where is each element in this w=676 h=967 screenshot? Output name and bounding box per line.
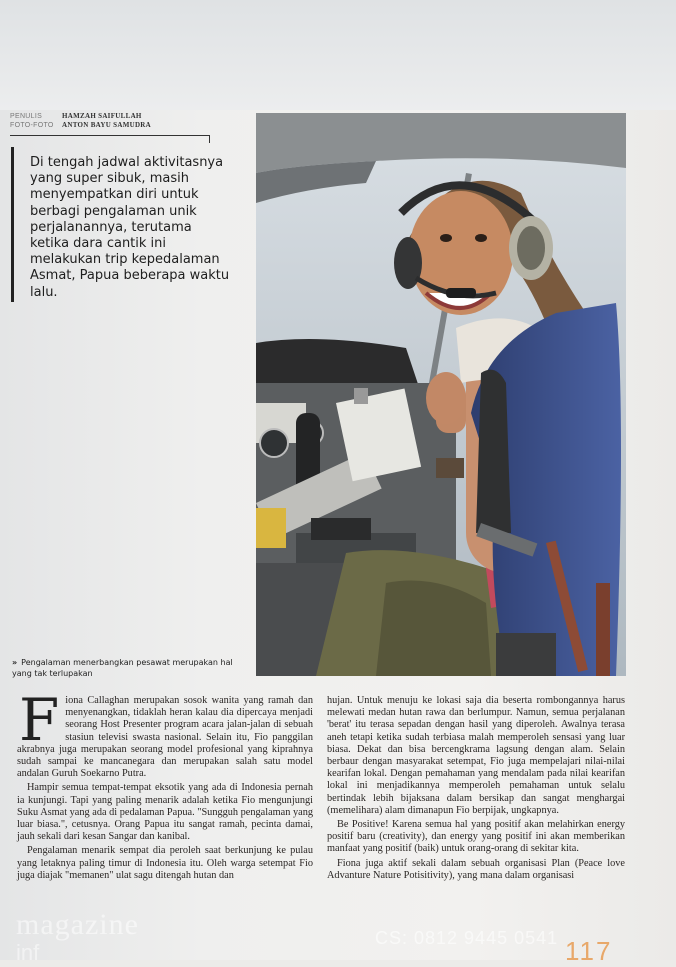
credits — [10, 112, 151, 130]
intro-text: Di tengah jadwal aktivitasnya yang super sibuk, masih menyempatkan diri untuk berbagi pengalaman unik perjalanannya, terutama ketika dara cantik ini melakukan trip kepedalaman Asmat, Papua beberapa waktu lalu. — [30, 155, 230, 300]
caption-arrow-icon: » — [12, 658, 18, 667]
customer-service-phone: CS: 0812 9445 0541 — [375, 928, 559, 948]
article-paragraph: hujan. Untuk menuju ke lokasi saja dia beserta rombongannya harus melewati medan hutan rawa dan berlumpur. Namun, semua perjalanan 'berat' itu terasa sepadan dengan hasil yang diperoleh. Awalnya terasa aneh tetapi ketika sudah terbiasa malah memperoleh sensasi yang luar biasa. Dekat dan bisa bercengkrama lagsung dengan alam. Selain berbaur dengan masyarakat setempat, Fio juga mempelajari nilai-nilai kearifan lokal. Dengan pemahaman yang mendalam pada nilai kearifan lokal ini menjadikannya memperoleh pemahaman untuk selalu bertindak lebih bijaksana dalam bersikap dan sangat menghargai (memelihara) alam dimanapun Fio berpijak, ungkapnya. — [327, 695, 625, 816]
photographer-name: ANTON BAYU SAMUDRA — [62, 121, 152, 129]
page-number: 117 — [565, 936, 613, 966]
article-paragraph — [17, 686, 313, 780]
article-column-left — [17, 686, 313, 884]
credits-divider-tick — [209, 135, 210, 143]
cockpit-photo — [256, 113, 626, 676]
photo-caption — [12, 657, 242, 679]
article-column-right — [327, 695, 625, 884]
magazine-watermark: magazine — [16, 908, 139, 941]
caption-text: Pengalaman menerbangkan pesawat merupakan hal yang tak terlupakan — [12, 658, 233, 678]
intro-accent-bar — [11, 147, 14, 302]
top-background — [0, 0, 676, 110]
magazine-watermark-sub: inf — [16, 940, 40, 965]
cockpit-illustration — [256, 113, 626, 676]
writer-name: HAMZAH SAIFULLAH — [62, 112, 142, 120]
writer-label: PENULIS — [10, 113, 43, 120]
credits-divider — [10, 135, 210, 136]
article-paragraph: Pengalaman menarik sempat dia peroleh saat berkunjung ke pulau yang letaknya paling timur di Indonesia itu. Oleh warga setempat Fio juga diajak "memanen" ulat sagu ditengah hutan dan — [17, 845, 313, 881]
drop-cap: F — [19, 686, 60, 754]
article-paragraph: Hampir semua tempat-tempat eksotik yang ada di Indonesia pernah ia kunjungi. Tapi yang paling menarik adalah ketika Fio mengunjungi Suku Asmat yang ada di pedalaman Papua. "Sungguh pengalaman yang luar biasa.", cetusnya. Orang Papua itu sangat ramah, pecinta damai, jauh sekali dari kesan Sangar dan kanibal. — [17, 782, 313, 843]
photo-label: FOTO-FOTO — [10, 122, 54, 129]
article-paragraph: Be Positive! Karena semua hal yang positif akan melahirkan energy positif baru (creativity), dan energy yang positif ini akan memberikan manfaat yang positif (baik) untuk orang-orang di sekitar kita. — [327, 819, 625, 855]
article-paragraph: Fiona juga aktif sekali dalam sebuah organisasi Plan (Peace love Advanture Nature Potisitivity), yang mana dalam organisasi — [327, 857, 625, 881]
paragraph-text: iona Callaghan merupakan sosok wanita yang ramah dan menyenangkan, tidaklah heran kalau dia dipercaya menjadi seorang Host Presenter program acara jalan-jalan di sebuah stasiun televisi swasta nasional. Selain itu, Fio panggilan akrabnya juga merupakan seorang model profesional yang kiprahnya sudah sampai ke mancanegara dan merupakan salah satu model andalan Guruh Soekarno Putra. — [17, 695, 313, 780]
